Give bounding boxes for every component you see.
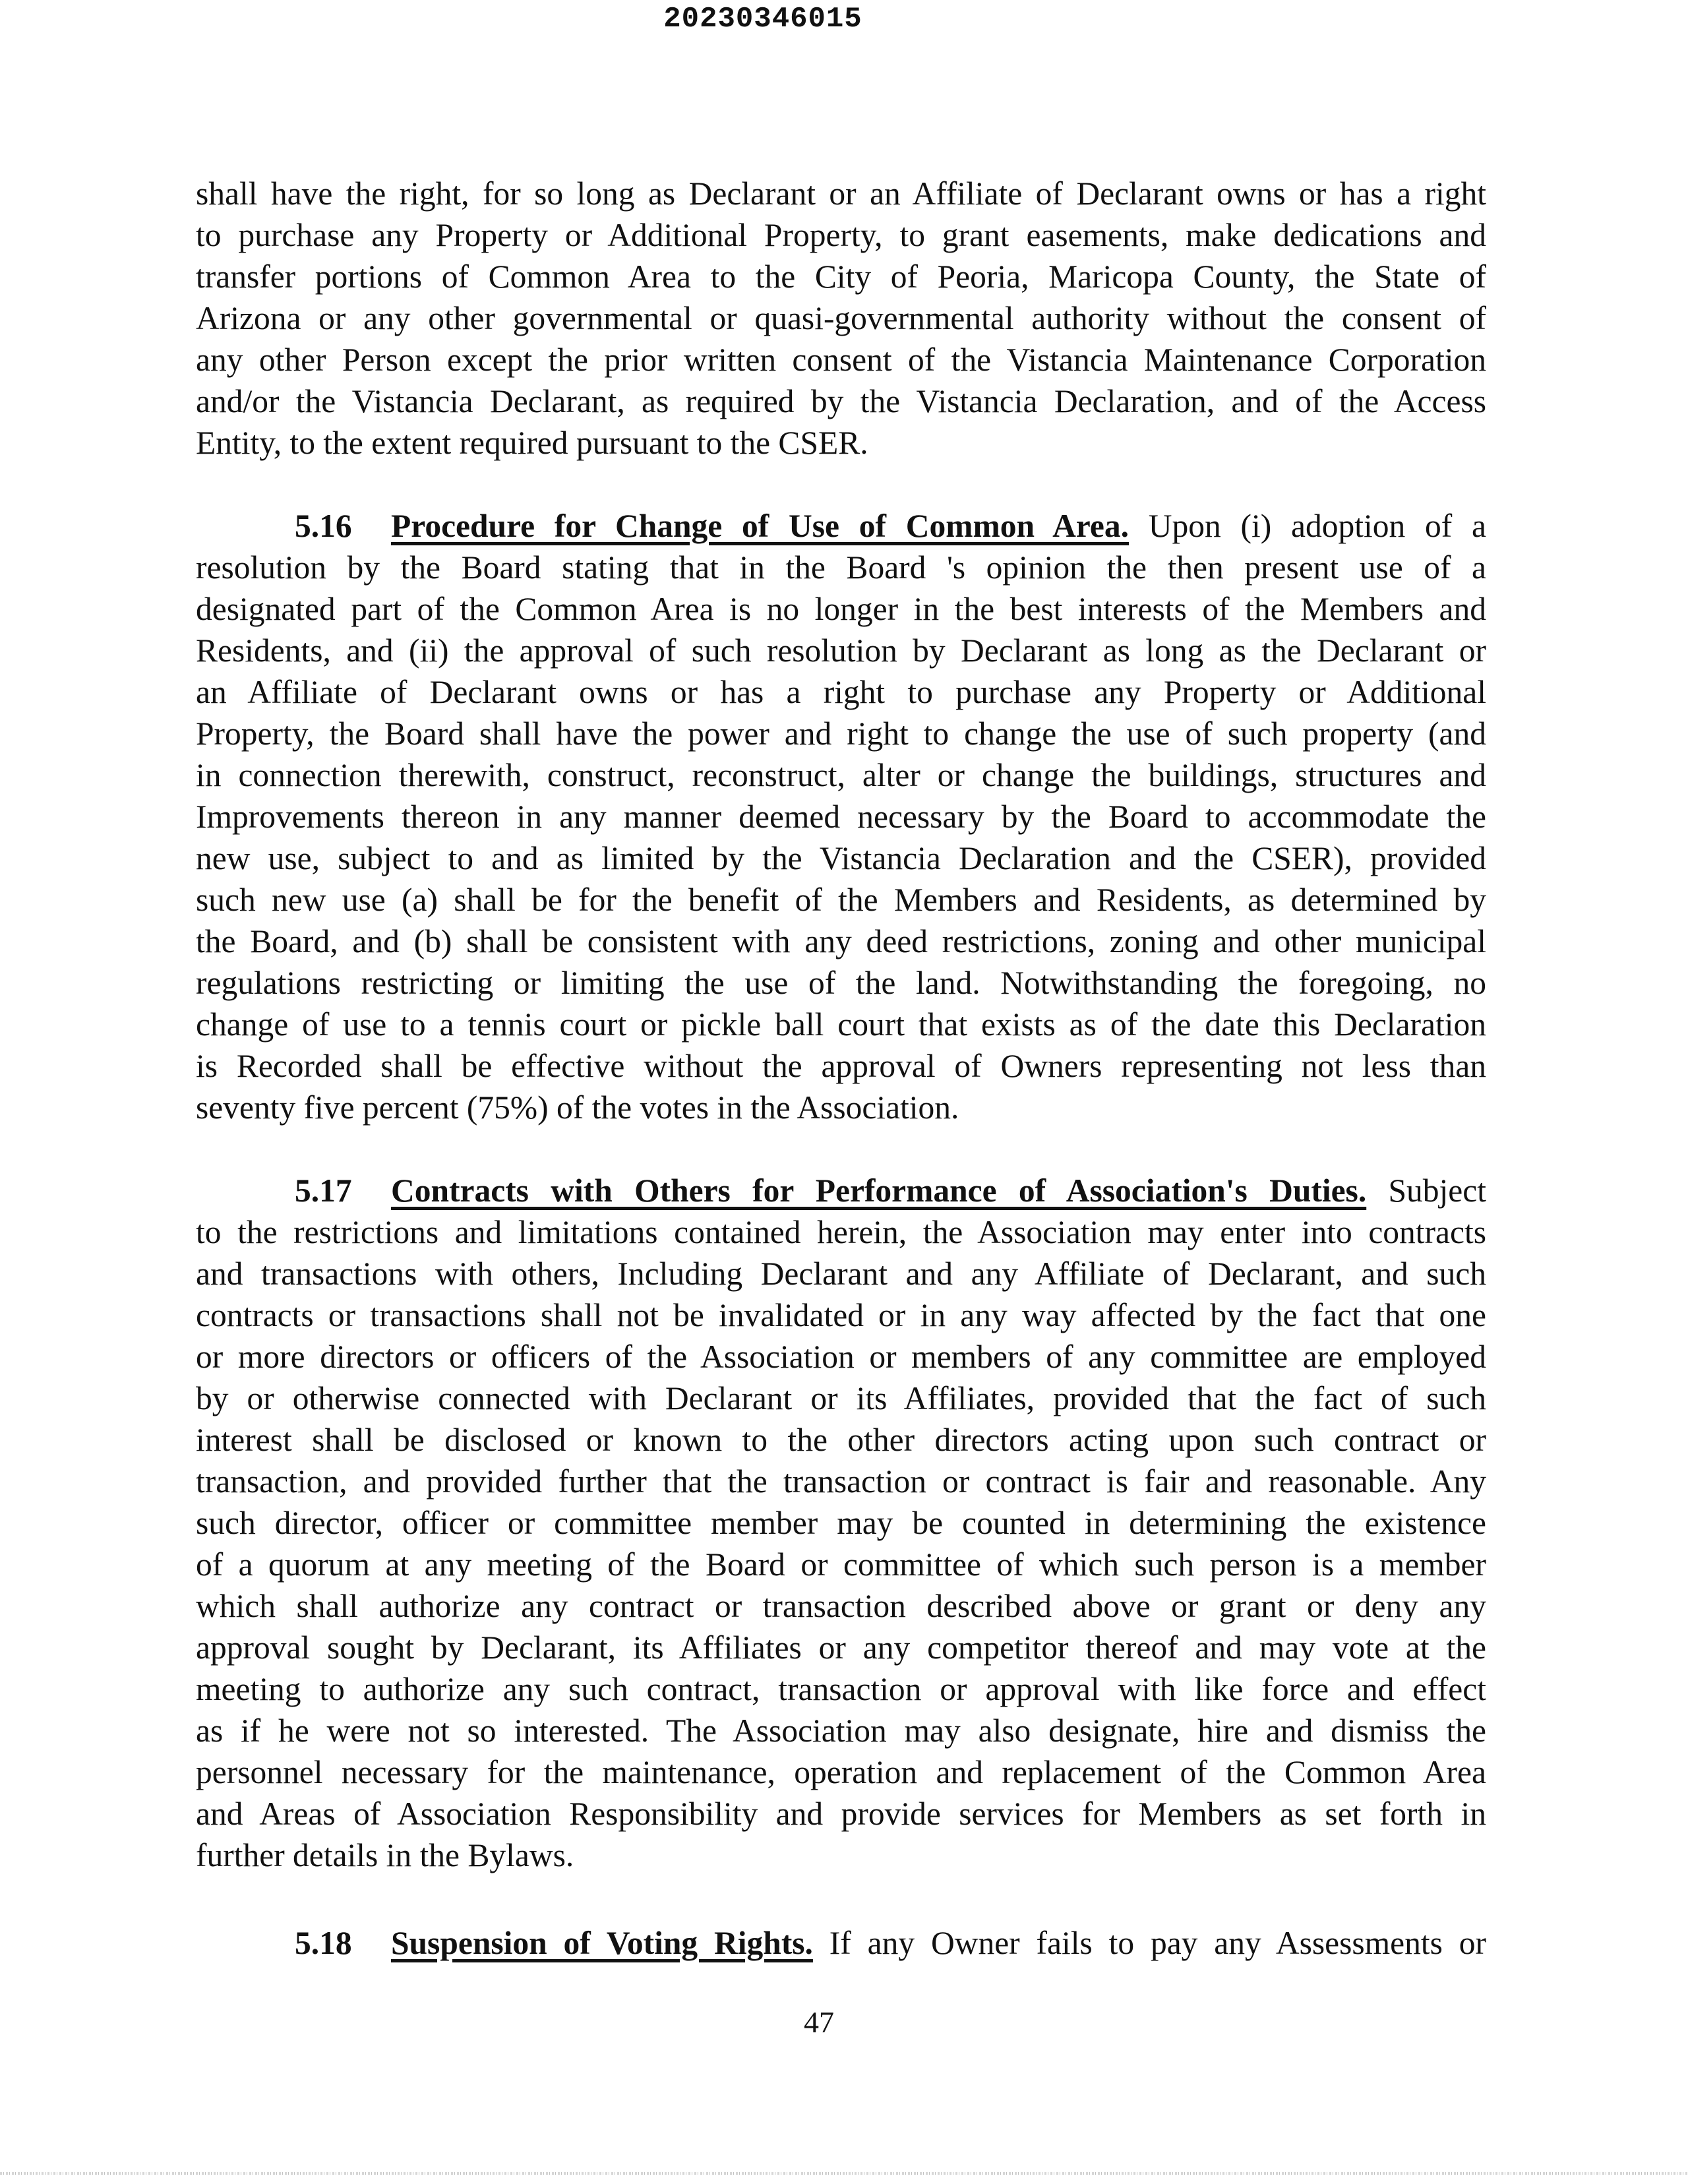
text-line: new use, subject to and as limited by the Vistancia Declaration and the CSER), provided — [196, 840, 1486, 876]
scan-artifact-line — [0, 2172, 1688, 2175]
text-line: to purchase any Property or Additional Property, to grant easements, make dedications and — [196, 217, 1486, 253]
section-title: Contracts with Others for Performance of Association's Duties. — [391, 1172, 1367, 1209]
text-line: is Recorded shall be effective without the approval of Owners representing not less than — [196, 1048, 1486, 1084]
text-line: regulations restricting or limiting the use of the land. Notwithstanding the foregoing, no — [196, 965, 1486, 1001]
text-line: Entity, to the extent required pursuant to the CSER. — [196, 425, 868, 461]
text-line: change of use to a tennis court or pickle ball court that exists as of the date this Declaration — [196, 1006, 1486, 1043]
text-line: approval sought by Declarant, its Affiliates or any competitor thereof and may vote at the — [196, 1629, 1486, 1666]
section-number: 5.17 — [295, 1172, 352, 1209]
text-line: designated part of the Common Area is no longer in the best interests of the Members and — [196, 591, 1486, 627]
text-line: Residents, and (ii) the approval of such resolution by Declarant as long as the Declarant or — [196, 632, 1486, 669]
text-line: in connection therewith, construct, reconstruct, alter or change the buildings, structures and — [196, 757, 1486, 793]
text-line: as if he were not so interested. The Association may also designate, hire and dismiss the — [196, 1713, 1486, 1749]
section-number: 5.16 — [295, 508, 352, 544]
section-heading-line — [196, 505, 1486, 547]
section-heading-line — [196, 1922, 1486, 1964]
text-line: seventy five percent (75%) of the votes in the Association. — [196, 1089, 959, 1126]
recording-number: 20230346015 — [663, 3, 862, 36]
section-text: Subject — [1366, 1172, 1486, 1209]
text-line: personnel necessary for the maintenance, operation and replacement of the Common Area — [196, 1754, 1486, 1790]
text-line: of a quorum at any meeting of the Board or committee of which such person is a member — [196, 1546, 1486, 1583]
text-line: Improvements thereon in any manner deemed necessary by the Board to accommodate the — [196, 799, 1486, 835]
text-line: any other Person except the prior written consent of the Vistancia Maintenance Corporation — [196, 342, 1486, 378]
document-body — [196, 173, 1486, 2005]
text-line: to the restrictions and limitations contained herein, the Association may enter into contracts — [196, 1214, 1486, 1250]
text-line: Arizona or any other governmental or quasi-governmental authority without the consent of — [196, 300, 1486, 336]
text-line: meeting to authorize any such contract, transaction or approval with like force and effect — [196, 1671, 1486, 1707]
text-line: transaction, and provided further that the transaction or contract is fair and reasonable. Any — [196, 1463, 1486, 1500]
text-line: and transactions with others, Including Declarant and any Affiliate of Declarant, and such — [196, 1256, 1486, 1292]
text-line: an Affiliate of Declarant owns or has a right to purchase any Property or Additional — [196, 674, 1486, 710]
section-text: If any Owner fails to pay any Assessments or — [812, 1925, 1486, 1961]
text-line: and/or the Vistancia Declarant, as required by the Vistancia Declaration, and of the Access — [196, 383, 1486, 419]
section-5-16 — [196, 505, 1486, 1128]
text-line: or more directors or officers of the Association or members of any committee are employed — [196, 1339, 1486, 1375]
text-line: resolution by the Board stating that in the Board 's opinion the then present use of a — [196, 549, 1486, 586]
text-line: transfer portions of Common Area to the City of Peoria, Maricopa County, the State of — [196, 258, 1486, 295]
text-line: Property, the Board shall have the power and right to change the use of such property (and — [196, 715, 1486, 752]
section-text: Upon (i) adoption of a — [1128, 508, 1486, 544]
section-5-17 — [196, 1170, 1486, 1876]
text-line: such director, officer or committee member may be counted in determining the existence — [196, 1505, 1486, 1541]
section-5-18 — [196, 1922, 1486, 1964]
text-line: further details in the Bylaws. — [196, 1837, 574, 1873]
section-title: Procedure for Change of Use of Common Area. — [391, 508, 1129, 544]
section-number: 5.18 — [295, 1925, 352, 1961]
text-line: interest shall be disclosed or known to the other directors acting upon such contract or — [196, 1422, 1486, 1458]
text-line: and Areas of Association Responsibility and provide services for Members as set forth in — [196, 1796, 1486, 1832]
page-number: 47 — [804, 2005, 834, 2039]
section-heading-line — [196, 1170, 1486, 1211]
text-line: contracts or transactions shall not be invalidated or in any way affected by the fact that one — [196, 1297, 1486, 1333]
text-line: such new use (a) shall be for the benefit of the Members and Residents, as determined by — [196, 882, 1486, 918]
text-line: by or otherwise connected with Declarant or its Affiliates, provided that the fact of such — [196, 1380, 1486, 1416]
paragraph-continuation — [196, 173, 1486, 464]
text-line: shall have the right, for so long as Declarant or an Affiliate of Declarant owns or has a right — [196, 175, 1486, 212]
text-line: which shall authorize any contract or transaction described above or grant or deny any — [196, 1588, 1486, 1624]
text-line: the Board, and (b) shall be consistent with any deed restrictions, zoning and other municipal — [196, 923, 1486, 959]
section-title: Suspension of Voting Rights. — [391, 1925, 813, 1961]
